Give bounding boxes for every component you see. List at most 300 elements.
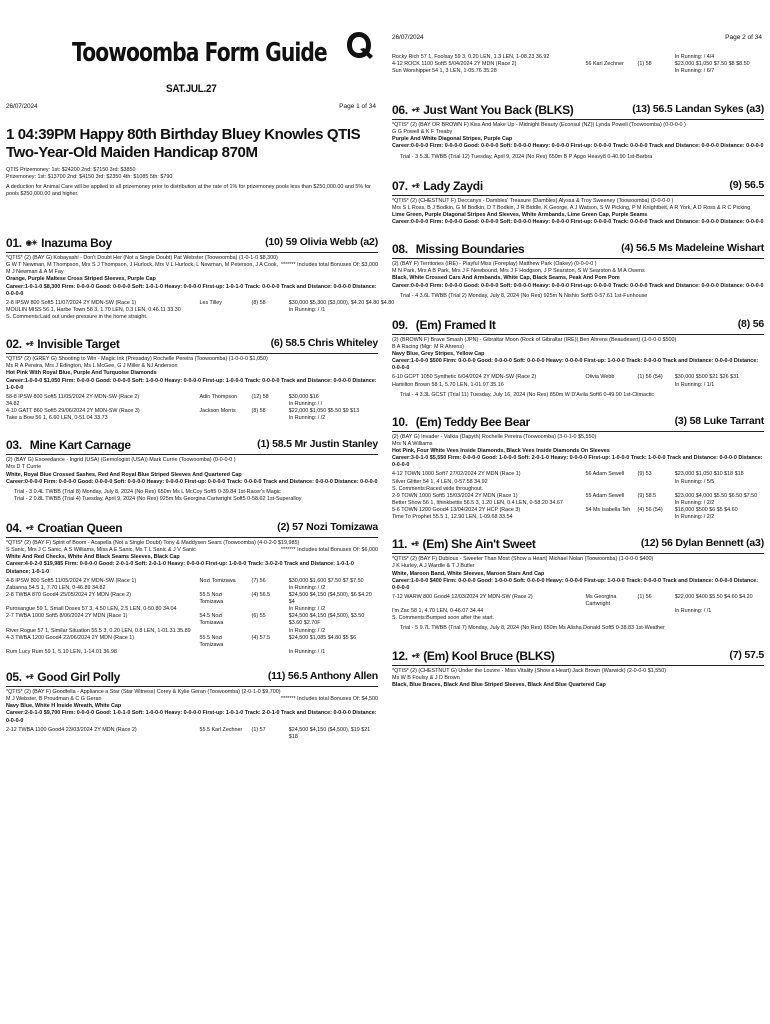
form-run-row xyxy=(392,500,764,507)
run-c3 xyxy=(252,642,289,649)
owners-text: Mrs S L Ross, B J Bodkin, G M Bodkin, D T Bodkin, J R Biddle, K George, A J Watson, S W Picking, P M Knightbelt, A R York, A D Ross & R C Picking xyxy=(392,204,751,211)
racing-colours: Orange, Purple Maltese Cross Striped Sleeves, Purple Cap xyxy=(6,276,156,283)
breeding-trainer: *QTIS* (2) (BAY G) Kobayashi - Don't Doubt Her (Not a Single Doubt) Pat Webster (Toowoomba) (1-0-1-0 $8,300) xyxy=(6,255,278,261)
run-c3 xyxy=(638,479,675,486)
barrier-weight-jockey: (12) 56 Dylan Bennett (a3) xyxy=(640,537,764,550)
run-c2 xyxy=(585,514,637,521)
form-runs-table xyxy=(6,578,378,656)
run-c4: In Running: / /1 xyxy=(288,306,326,313)
run-c3 xyxy=(638,54,675,61)
runner-name-line xyxy=(392,242,524,258)
run-c2: 55 Adam Sewell xyxy=(585,492,625,499)
run-c1: 2-8 TWBA 870 Good4 25/05/2024 2Y MDN (Race 2) xyxy=(6,591,132,598)
run-c3: (1) 56 xyxy=(637,593,652,600)
form-run-row xyxy=(6,642,378,649)
run-c1: Take a Bow 56 1, 6.60 LEN, 0-51.04 33.73 xyxy=(6,415,108,422)
race-info xyxy=(6,167,378,199)
career-stats: Career:0-0-0-0 Firm: 0-0-0-0 Good: 0-0-0-0 Soft: 0-0-0-0 Heavy: 0-0-0-0 First-up: 0-0-0-0 Track: 0-0-0-0 Track and Distance: 0-0-0-0 Distance: 0-0-0-0 xyxy=(392,219,764,225)
owners xyxy=(392,563,764,570)
run-c3: (1) 56 (54) xyxy=(637,374,663,381)
run-c4: In Running: / /2 xyxy=(288,415,326,422)
header-divider xyxy=(392,431,764,432)
run-c1 xyxy=(6,734,199,741)
form-run-row xyxy=(6,620,378,627)
trial-result: Trial - 2 0.8L TWBB (Trial 4) Tuesday, April 9, 2024 (No Res) 925m Ms Georgina Cartwright Soft5 0-58.62 1st-Superalloy xyxy=(14,495,302,502)
saddlecloth-number: 04. xyxy=(6,521,22,535)
horse-name[interactable]: (Em) She Ain't Sweet xyxy=(422,537,536,552)
form-run-row xyxy=(392,486,764,493)
qtis-badge-icon: ⌖✠ xyxy=(411,182,420,190)
career-stats: Career:1-0-0-0 $1,050 Firm: 0-0-0-0 Good: 0-0-0-0 Soft: 1-0-0-0 Heavy: 0-0-0-0 First-up: 1-0-0-0 Track: 0-0-0-0 Track and Distance: 0-0-0-0 Distance: 1-0-0-0 xyxy=(6,377,377,391)
barrier-weight-jockey: (6) 58.5 Chris Whiteley xyxy=(270,337,378,350)
owners xyxy=(6,547,378,554)
horse-name[interactable]: Invisible Target xyxy=(37,337,120,352)
form-run-row xyxy=(392,374,764,381)
run-c1: 2-8 IPSW 800 Soft5 11/07/2024 2Y MDN-SW (Race 1) xyxy=(6,299,137,306)
horse-name[interactable]: Good Girl Polly xyxy=(37,670,121,684)
racing-colours: White, Royal Blue Crossed Sashes, Red And Royal Blue Striped Sleeves And Quartered Cap xyxy=(6,471,242,478)
horse-name[interactable]: Missing Boundaries xyxy=(415,242,525,257)
runner-entry xyxy=(392,240,764,300)
runner-header xyxy=(6,519,378,536)
saddlecloth-number: 09. xyxy=(392,317,408,332)
qtis-badge-icon: ⌖✠ xyxy=(411,107,420,114)
form-run-row xyxy=(6,314,378,321)
form-run-row xyxy=(392,493,764,500)
run-c3: (12) 58 xyxy=(251,393,269,400)
career-stats: Career:1-0-0-0 $500 Firm: 0-0-0-0 Good: 0-0-0-0 Soft: 0-0-0-0 Heavy: 0-0-0-0 First-up: 1-0-0-0 Track: 0-0-0-0 Track and Distance: 0-0-0-0 Distance: 0-0-0-0 xyxy=(392,358,759,372)
run-c1: 4-10 GATT 860 Soft5 29/06/2024 2Y MDN-SW (Race 3) xyxy=(6,408,140,414)
form-run-row xyxy=(392,68,764,75)
run-c2: 56 Karl Zechner xyxy=(585,61,624,68)
run-c2: Les Tilley xyxy=(199,299,222,306)
owners-text: S Sanic, Mrs J C Sanic, A S Williams, Miss A E Sanic, Ms T L Sanic & J V Sanic xyxy=(6,547,196,554)
owners xyxy=(6,363,378,370)
run-c2 xyxy=(585,479,637,486)
racing-colours: Navy Blue, Grey Stripes, Yellow Cap xyxy=(392,351,485,357)
run-c2 xyxy=(199,606,251,613)
page-number: Page 1 of 34 xyxy=(339,103,376,110)
run-c3: (7) 56 xyxy=(251,577,266,584)
run-c1: Hamilton Brown 58 1, 5.70 LEN, 1-01.97 35.16 xyxy=(392,381,504,388)
owners xyxy=(392,129,764,136)
owners xyxy=(392,441,764,448)
saddlecloth-number: 07. xyxy=(392,178,408,193)
run-c2: 54 Ms Isabella Teh xyxy=(585,507,631,513)
breeding-trainer: *QTIS* (2) (CHESTNUT G) Under the Louvre - Miss Vitality (Show a Heart) Jack Brown (Warwick) (2-0-0-0 $1,550) xyxy=(392,667,666,674)
runner-entry xyxy=(6,436,378,503)
owners-text: G G Powell & K F Treaby xyxy=(392,129,453,136)
qtis-badge-icon: ⌖✠ xyxy=(411,652,420,660)
form-run-row xyxy=(6,606,378,613)
run-c3 xyxy=(252,401,289,408)
run-c2 xyxy=(585,486,637,493)
run-c2 xyxy=(585,54,637,61)
racing-colours: Hot Pink With Royal Blue, Purple And Turquoise Diamonds xyxy=(6,370,157,377)
run-c3 xyxy=(252,620,289,627)
run-c4: In Running: / 1/1 xyxy=(674,381,715,388)
barrier-weight-jockey: (2) 57 Nozi Tomizawa xyxy=(277,521,378,533)
run-c1: Rum Lucy Rum 59 1, 5.10 LEN, 1-14.01 36.98 xyxy=(6,648,117,655)
owners xyxy=(392,268,764,275)
run-c4: In Running: / 5/5 xyxy=(674,478,715,485)
form-run-row xyxy=(392,61,764,68)
breeding-trainer: *QTIS* (2) (BAY F) Goodfella - Appliance a Star (Star Witness) Corey & Kylie Geran (Toowoomba) (2-0-1-0 $9,700) xyxy=(6,689,281,695)
run-c1: Zabanna 54.5 1, 7.70 LEN, 0-46.89 34.82 xyxy=(6,584,106,591)
run-c1: Better Show 56 1, Ithinkbettis 56.5 3, 1.20 LEN, 0.4 LEN, 0-58.20 34.67 xyxy=(392,499,563,506)
header-divider xyxy=(392,665,764,666)
header-divider xyxy=(6,686,378,687)
run-c1 xyxy=(6,642,199,649)
trial-result: Trial - 5 9.7L TWBB (Trial 7) Monday, July 8, 2024 (No Res) 650m Ms Alisha Donald Soft5 0-38.83 1st-Weather xyxy=(400,625,665,632)
carried-over-form xyxy=(392,52,764,75)
run-c4: $30,000 $500 $21 $26 $31 xyxy=(674,374,740,381)
run-c1: 34.82 xyxy=(6,400,20,407)
form-run-row xyxy=(6,635,378,642)
run-c3 xyxy=(638,514,675,521)
run-c4: $30,000 $5,300 ($3,000), $4.20 $4.80 $4.80 xyxy=(288,299,395,306)
qtis-badge-icon: ◉✳ xyxy=(25,240,38,247)
runner-name-line xyxy=(6,337,120,353)
run-c3 xyxy=(252,606,289,613)
page-date: 26/07/2024 xyxy=(392,34,424,41)
form-run-row xyxy=(392,471,764,478)
owners xyxy=(6,464,378,471)
run-c3: (1) 57 xyxy=(251,726,266,733)
owners-text: M N Park, Mrs A B Park, Mrs J F Newbound, Mrs J F Hodgson, J P Searston, S W Searston & M A Owens xyxy=(392,268,645,275)
run-c2 xyxy=(199,649,251,656)
qtis-badge-icon: ⌖✠ xyxy=(25,525,34,532)
trial-result: Trial - 3 5.3L TWBB (Trial 12) Tuesday, April 9, 2024 (No Res) 650m B P Apgo Heavy8 0-40.90 1st-Barbra xyxy=(400,153,653,160)
run-c4: $3.60 $2.70F xyxy=(288,620,321,627)
runner-name-line xyxy=(6,521,122,537)
form-runs-table xyxy=(392,374,764,388)
barrier-weight-jockey: (1) 58.5 Mr Justin Stanley xyxy=(257,438,378,451)
header-divider xyxy=(392,195,764,196)
racing-colours: Navy Blue, White H Inside Wreath, White Cap xyxy=(6,703,122,710)
qtis-badge-icon: ⌖✠ xyxy=(25,674,34,681)
bonus-note: ******* Includes total Bonuses Of: $4,500 xyxy=(280,696,378,703)
runner-name-line xyxy=(392,649,555,665)
racing-colours: Black, Blue Braces, Black And Blue Striped Sleeves, Black And Blue Quartered Cap xyxy=(392,681,606,688)
saddlecloth-number: 05. xyxy=(6,670,22,684)
form-run-row xyxy=(6,734,378,741)
racing-colours: White And Red Checks, White And Black Seams Sleeves, Black Cap xyxy=(6,554,180,561)
horse-name[interactable]: Inazuma Boy xyxy=(41,236,112,250)
run-c4: In Running: / 2/2 xyxy=(674,514,715,521)
trial-result: Trial - 4 3.6L TWBB (Trial 2) Monday, July 8, 2024 (No Res) 925m N Nishio Soft5 0-57.61 1st-Funhouse xyxy=(400,292,648,299)
runner-header xyxy=(392,535,764,552)
horse-name[interactable]: Just Want You Back (BLKS) xyxy=(423,103,574,117)
run-c3: (6) 55 xyxy=(251,613,266,620)
saddlecloth-number: 11. xyxy=(392,537,408,552)
owners xyxy=(392,344,764,351)
form-run-row xyxy=(6,599,378,606)
owners-text: J K Hurley, A J Wardle & T J Butler xyxy=(392,563,475,570)
run-c1: 58-8 IPSW 800 Soft5 11/05/2024 2Y MDN-SW (Race 2) xyxy=(6,393,140,400)
owners-text: Ms R A Pereira, Mrs J Edington, Ms L McGee, G J Miller & NJ Anderson xyxy=(6,363,178,370)
run-c4: $24,500 $4,150 ($4,500), $6 $4.20 xyxy=(288,591,372,598)
racing-colours: Hot Pink, Four White Vees Inside Diamonds, Black Vees Inside Diamonds On Sleeves xyxy=(392,448,610,454)
run-c4: $18 xyxy=(288,733,298,740)
run-c2 xyxy=(199,415,251,422)
run-c1 xyxy=(392,601,585,608)
run-c3: (4) 56 (54) xyxy=(637,507,663,513)
form-run-row xyxy=(6,415,378,422)
run-c4: $30,000 $1,600 $7.50 $7 $7.50 xyxy=(288,577,364,584)
run-c1: S. Comments:Laid out under pressure in the home straight. xyxy=(6,314,148,320)
run-c1: 6-10 GCPT 1050 Synthetic 6/04/2024 2Y MDN-SW (Race 2) xyxy=(392,374,537,381)
header-divider xyxy=(392,334,764,335)
owners xyxy=(392,675,764,682)
runner-header xyxy=(6,436,378,453)
run-c4: In Running: / /2 xyxy=(288,627,326,634)
racing-colours: Black, White Crossed Cars And Armbands, White Cap, Black Seams, Peak And Pom Pom xyxy=(392,275,620,282)
run-c2 xyxy=(199,401,251,408)
header-divider xyxy=(6,537,378,538)
form-runs-table xyxy=(392,594,764,623)
saddlecloth-number: 02. xyxy=(6,337,22,352)
run-c2: Tomizawa xyxy=(199,641,224,648)
run-c4 xyxy=(289,314,378,321)
runner-name-line xyxy=(6,236,112,252)
run-c3 xyxy=(252,734,289,741)
run-c3: (8) 58 xyxy=(251,299,266,306)
barrier-weight-jockey: (7) 57.5 xyxy=(729,648,764,661)
run-c2: Tomizawa xyxy=(199,620,224,627)
form-runs-table xyxy=(392,54,764,75)
run-c4: $4 xyxy=(288,599,295,605)
run-c4: In Running: / /1 xyxy=(288,648,326,655)
barrier-weight-jockey: (10) 59 Olivia Webb (a2) xyxy=(265,236,378,248)
run-c1 xyxy=(6,599,199,606)
run-c2 xyxy=(199,307,251,314)
runner-entry xyxy=(6,668,378,741)
run-c4: $30,000 $16 xyxy=(288,393,319,400)
run-c2: 54.5 Nozi xyxy=(199,613,223,620)
run-c2 xyxy=(199,314,251,321)
run-c3 xyxy=(638,68,675,75)
runner-header xyxy=(392,177,764,194)
run-c1: S. Comments:Raced wide throughout. xyxy=(392,485,484,492)
run-c3 xyxy=(252,307,289,314)
breeding-trainer: *QTIS* (2) (GREY G) Shooting to Win - Magic Ink (Pressday) Rochelle Pereira (Toowoomba) (1-0-0-0 $1,050) xyxy=(6,356,268,363)
run-c3: (4) 56.5 xyxy=(251,591,271,598)
form-run-row xyxy=(392,615,764,622)
run-c2: 55.5 Karl Zechner xyxy=(199,726,243,733)
form-run-row xyxy=(392,54,764,61)
runner-name-line xyxy=(392,103,573,119)
run-c2 xyxy=(585,500,637,507)
owners-text: Mrs D T Currie xyxy=(6,464,42,471)
run-c1: 4-12 TOWN 1000 Soft7 27/02/2024 2Y MDN (Race 1) xyxy=(392,471,521,478)
runner-header xyxy=(392,101,764,118)
run-c3: (9) 58.5 xyxy=(637,492,657,499)
form-page-2 xyxy=(386,0,770,1024)
form-run-row xyxy=(392,507,764,514)
horse-name[interactable]: (Em) Teddy Bee Bear xyxy=(415,414,530,429)
run-c4 xyxy=(675,486,764,493)
page-title: Toowoomba Form Guide xyxy=(72,38,327,68)
career-stats: Career:1-0-0-0 $400 Firm: 0-0-0-0 Good: 1-0-0-0 Soft: 0-0-0-0 Heavy: 0-0-0-0 First-up: 1-0-0-0 Track: 0-0-0-0 Track and Distance: 0-0-0-0 Distance: 0-0-0-0 xyxy=(392,577,759,591)
runner-entry xyxy=(392,101,764,161)
runner-header xyxy=(6,335,378,352)
run-c1: 2-12 TWBA 1100 Good4 23/03/2024 2Y MDN (Race 2) xyxy=(6,726,137,733)
run-c1: Purosangue 59 1, Small Doses 57 3, 4.50 LEN, 2.5 LEN, 0-50.80 34.04 xyxy=(6,606,177,613)
trial-result: Trial - 3 0.4L TWBB (Trial 8) Monday, July 8, 2024 (No Res) 650m Ms L McCoy Soft5 0-39.84 1st-Racer's Magic xyxy=(14,488,281,495)
run-c3 xyxy=(638,615,675,622)
run-c1: 5-6 TOWN 1200 Good4 13/04/2024 2Y HCP (Race 3) xyxy=(392,507,521,513)
run-c3: (1) 58 xyxy=(637,61,652,68)
run-c1: S. Comments:Bumped soon after the start. xyxy=(392,615,495,622)
barrier-weight-jockey: (4) 56.5 Ms Madeleine Wishart xyxy=(621,242,764,255)
header-divider xyxy=(392,258,764,259)
runner-list xyxy=(392,101,764,699)
runner-list xyxy=(6,234,395,751)
racing-colours: White, Maroon Band, White Sleeves, Maroon Stars And Cap xyxy=(392,570,545,577)
saddlecloth-number: 06. xyxy=(392,103,408,117)
runner-name-line xyxy=(6,670,120,686)
meeting-date: SAT.JUL.27 xyxy=(166,83,217,95)
run-c3 xyxy=(252,585,289,592)
run-c2: Adin Thompson xyxy=(199,393,238,400)
owners-text: B A Racing (Mgr: M R Ahrens) xyxy=(392,343,464,350)
run-c2 xyxy=(585,382,637,389)
run-c4: $24,500 $4,150 ($4,500), $19 $21 xyxy=(288,726,371,733)
run-c3: (9) 53 xyxy=(637,471,652,478)
run-c3 xyxy=(252,314,289,321)
form-run-row xyxy=(6,307,378,314)
header-divider xyxy=(6,353,378,354)
form-runs-table xyxy=(6,299,395,321)
run-c1: Time To Prophet 55.5 1, 12.90 LEN, 1-09.68 33.54 xyxy=(392,514,513,521)
breeding-trainer: (2) (BAY F) Territories (IRE) - Playful Miss (Foreplay) Matthew Park (Oakey) (0-0-0-0 ) xyxy=(392,261,597,268)
run-c2 xyxy=(585,608,637,615)
racing-logo-icon xyxy=(344,30,374,60)
barrier-weight-jockey: (9) 56.5 xyxy=(729,178,764,191)
runner-entry xyxy=(392,413,764,522)
barrier-weight-jockey: (3) 58 Luke Tarrant xyxy=(674,414,764,427)
bonus-note: ******* Includes total Bonuses Of: $3,000 xyxy=(280,262,378,269)
run-c3 xyxy=(638,608,675,615)
run-c2 xyxy=(585,68,637,75)
runner-entry xyxy=(392,535,764,632)
owners-text: M J Webster, B Proudman & C G Geran xyxy=(6,696,102,703)
animal-care-note: A deduction for Animal Care will be applied to all prizemoney prior to distribution at the rate of 1% for prizemoney pools less than $250,000.00 and 5% for pools $250,000.00 and higher. xyxy=(6,184,371,198)
run-c4 xyxy=(675,601,764,608)
run-c4: $24,500 $1,085 $4.80 $5 $6 xyxy=(288,634,357,641)
run-c4: $18,000 $500 $6 $5 $4.60 xyxy=(674,507,738,513)
career-stats: Career:1-0-1-0 $8,300 Firm: 0-0-0-0 Good: 0-0-0-0 Soft: 1-0-1-0 Heavy: 0-0-0-0 First-up: 1-0-1-0 Track: 0-0-0-0 Track and Distance: 0-0-0-0 Distance: 0-0-0-0 xyxy=(6,283,377,297)
run-c3 xyxy=(638,601,675,608)
owners-text: G W T Newman, M Thompson, Mrs S J Thompson, J Hurlock, Mrs V L Hurlock, L Newman, M Peterson, J A Cook, M J Newman & A M Fay xyxy=(6,262,279,276)
qtis-badge-icon: ⌖✠ xyxy=(25,341,34,349)
form-run-row xyxy=(392,382,764,389)
run-c1 xyxy=(6,620,199,627)
run-c4 xyxy=(675,615,764,622)
runner-name-line xyxy=(392,415,530,431)
form-run-row xyxy=(6,592,378,599)
header-divider xyxy=(6,454,378,455)
run-c1: Silver Glitter 54 1, 4 LEN, 0-57.58 34.92 xyxy=(392,478,488,485)
breeding-trainer: *QTIS* (2) (BAY OR BROWN F) Kiss And Make Up - Midnight Beauty (Econsul (NZ)) Lynda Powell (Toowoomba) (0-0-0-0 ) xyxy=(392,122,686,128)
form-run-row xyxy=(6,394,378,401)
horse-name[interactable]: (Em) Framed It xyxy=(415,317,496,332)
run-c3: (8) 58 xyxy=(251,408,266,414)
run-c1: 4-8 IPSW 800 Soft5 11/05/2024 2Y MDN-SW (Race 1) xyxy=(6,577,137,584)
run-c2 xyxy=(199,585,251,592)
saddlecloth-number: 03. xyxy=(6,438,22,453)
run-c1: I'm Zac 58 1, 4.70 LEN, 0-46.07 34.44 xyxy=(392,608,484,615)
form-run-row xyxy=(392,479,764,486)
runner-header xyxy=(392,316,764,333)
form-run-row xyxy=(6,628,378,635)
run-c2: Ms Georgina xyxy=(585,593,617,600)
run-c4: In Running: / 4/4 xyxy=(674,54,715,60)
runner-header xyxy=(392,413,764,430)
run-c2: 56 Adam Sewell xyxy=(585,471,625,478)
run-c2: Olivia Webb xyxy=(585,374,615,381)
form-runs-table xyxy=(6,727,378,741)
run-c1: MOULIN MISS 56 1, Harbe Town 58 3, 1.70 LEN, 0.3 LEN, 0:46.11 33.30 xyxy=(6,306,181,313)
run-c2 xyxy=(199,628,251,635)
run-c3: (4) 57.5 xyxy=(251,634,271,641)
form-run-row xyxy=(6,408,378,415)
run-c1: 4-12 ROCK 1100 Soft5 5/04/2024 2Y MDN (Race 2) xyxy=(392,61,517,68)
run-c4 xyxy=(289,642,378,649)
racing-colours: Purple And White Diagonal Stripes, Purple Cap xyxy=(392,136,513,143)
page-date: 26/07/2024 xyxy=(6,103,38,110)
breeding-trainer: *QTIS* (2) (CHESTNUT F) Deccanys - Dambles' Treasure (Dambles) Alyssa & Troy Sweeney (Toowoomba) (0-0-0-0 ) xyxy=(392,197,674,204)
runner-header xyxy=(6,234,378,251)
run-c4: $23,000 $1,050 $7.50 $8 $8.50 xyxy=(674,61,750,68)
runner-entry xyxy=(6,335,378,422)
career-stats: Career:0-0-0-0 Firm: 0-0-0-0 Good: 0-0-0-0 Soft: 0-0-0-0 Heavy: 0-0-0-0 First-up: 0-0-0-0 Track: 0-0-0-0 Track and Distance: 0-0-0-0 Distance: 0-0-0-0 xyxy=(392,282,764,289)
runner-entry xyxy=(6,234,395,321)
career-stats: Career:3-0-1-0 $5,550 Firm: 0-0-0-0 Good: 1-0-0-0 Soft: 2-0-1-0 Heavy: 0-0-0-0 First-up: 1-0-0-0 Track: 1-0-0-0 Track and Distance: 0-0-0-0 Distance: 0-0-0-0 xyxy=(392,455,763,469)
owners-text: Ms W B Foulsy & J D Brown xyxy=(392,674,460,681)
horse-name[interactable]: Mine Kart Carnage xyxy=(29,438,131,453)
horse-name[interactable]: (Em) Kool Bruce (BLKS) xyxy=(423,648,555,663)
run-c3 xyxy=(252,628,289,635)
runner-header xyxy=(6,668,378,685)
run-c4: $23,000 $4,000 $5.50 $6.50 $7.50 xyxy=(674,492,758,499)
run-c2: Cartwright xyxy=(585,601,611,607)
run-c1: 2-9 TOWN 1000 Soft5 15/03/2024 2Y MDN (Race 1) xyxy=(392,492,518,499)
horse-name[interactable]: Croatian Queen xyxy=(37,521,123,535)
run-c3 xyxy=(638,486,675,493)
qtis-prizemoney: QTIS Prizemoney: 1st: $24200 2nd: $7150 3rd: $3850 xyxy=(6,167,136,173)
run-c4: In Running: / / xyxy=(288,400,323,407)
owners xyxy=(392,205,764,212)
horse-name[interactable]: Lady Zaydi xyxy=(423,178,483,193)
form-run-row xyxy=(6,578,378,585)
run-c2: 55.5 Nozi xyxy=(199,591,223,598)
breeding-trainer: (2) (BAY G) Invader - Valkia (Dapyth) Rochelle Pereira (Toowoomba) (3-0-1-0 $5,550) xyxy=(392,433,597,440)
breeding-trainer: (2) (BROWN F) Brave Smash (JPN) - Gibraltar Moon (Rock of Gibraltar (IRE)) Ben Ahrens (Beaudesert) (1-0-0-0 $500) xyxy=(392,336,677,343)
form-run-row xyxy=(6,613,378,620)
career-stats: Career:0-0-0-0 Firm: 0-0-0-0 Good: 0-0-0-0 Soft: 0-0-0-0 Heavy: 0-0-0-0 First-up: 0-0-0-0 Track: 0-0-0-0 Track and Distance: 0-0-0-0 Distance: 0-0-0-0 xyxy=(392,143,764,150)
run-c1: River Rogue 57 1, Similar Situation 55.5 3, 0.20 LEN, 0.8 LEN, 1-01.31 35.89 xyxy=(6,627,191,634)
run-c1: 7-12 WARW 800 Good4 12/03/2024 2Y MDN-SW (Race 2) xyxy=(392,593,533,600)
run-c4: $24,500 $4,150 ($4,500), $3.50 xyxy=(288,613,365,620)
run-c4: In Running: / /2 xyxy=(288,606,326,613)
qtis-badge-icon: ⌖✠ xyxy=(411,541,419,549)
saddlecloth-number: 01. xyxy=(6,236,22,250)
bonus-note: ******* Includes total Bonuses Of: $6,000 xyxy=(280,547,378,554)
breeding-trainer: (2) (BAY G) Exceedance - Ingrid (USA) (Gemologist (USA)) Mark Currie (Toowoomba) (0-0-0-0 ) xyxy=(6,457,236,464)
runner-entry xyxy=(6,519,378,656)
